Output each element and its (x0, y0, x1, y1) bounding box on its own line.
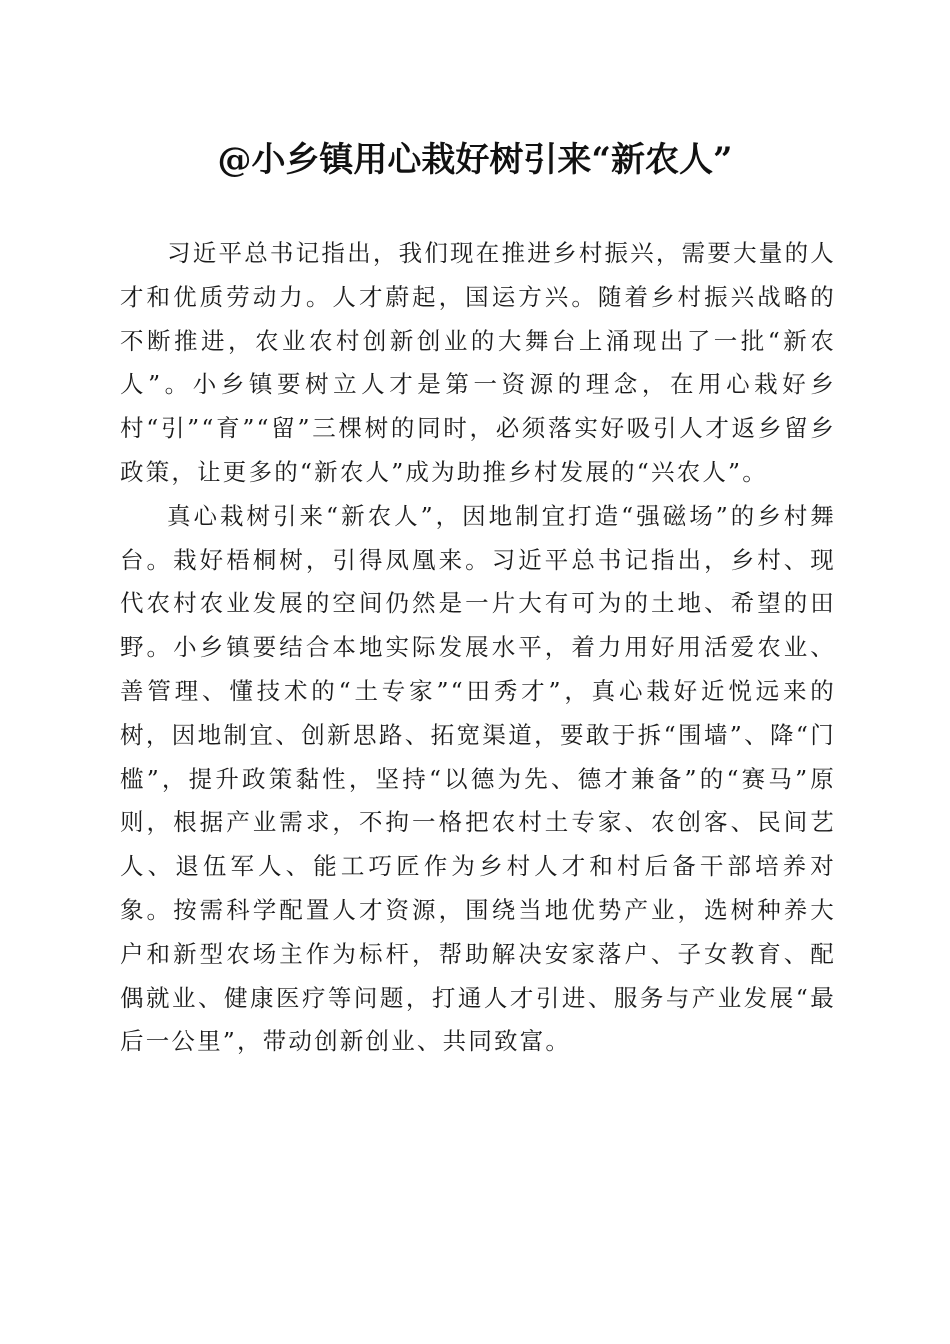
paragraph-1: 习近平总书记指出，我们现在推进乡村振兴，需要大量的人才和优质劳动力。人才蔚起，国运方兴。随着乡村振兴战略的不断推进，农业农村创新创业的大舞台上涌现出了一批“新农人”。小乡镇要树立人才是第一资源的理念，在用心栽好乡村“引”“育”“留”三棵树的同时，必须落实好吸引人才返乡留乡政策，让更多的“新农人”成为助推乡村发展的“兴农人”。 (120, 239, 836, 486)
paragraph-2: 真心栽树引来“新农人”，因地制宜打造“强磁场”的乡村舞台。栽好梧桐树，引得凤凰来。习近平总书记指出，乡村、现代农村农业发展的空间仍然是一片大有可为的土地、希望的田野。小乡镇要结合本地实际发展水平，着力用好用活爱农业、善管理、懂技术的“土专家”“田秀才”，真心栽好近悦远来的树，因地制宜、创新思路、拓宽渠道，要敢于拆“围墙”、降“门槛”，提升政策黏性，坚持“以德为先、德才兼备”的“赛马”原则，根据产业需求，不拘一格把农村土专家、农创客、民间艺人、退伍军人、能工巧匠作为乡村人才和村后备干部培养对象。按需科学配置人才资源，围绕当地优势产业，选树种养大户和新型农场主作为标杆，帮助解决安家落户、子女教育、配偶就业、健康医疗等问题，打通人才引进、服务与产业发展“最后一公里”，带动创新创业、共同致富。 (120, 501, 836, 1056)
document-body (120, 232, 836, 1064)
document-title: @小乡镇用心栽好树引来“新农人” (217, 140, 733, 180)
